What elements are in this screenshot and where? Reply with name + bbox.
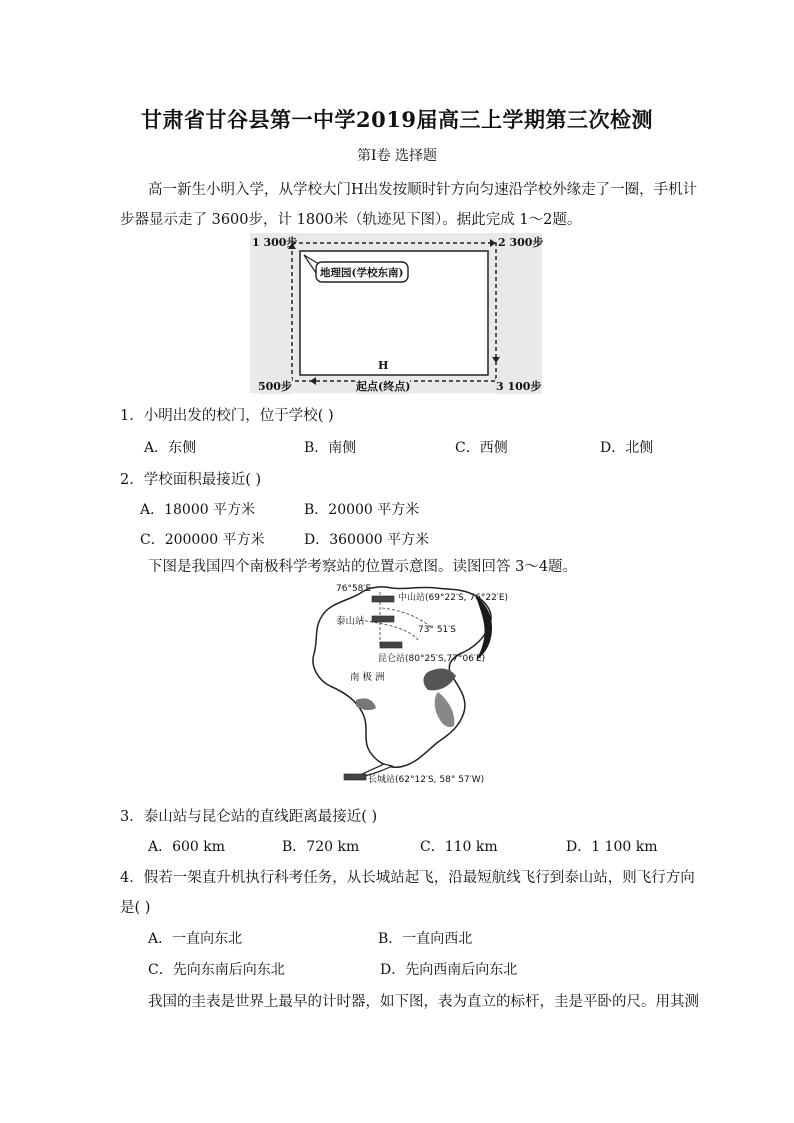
track-diagram xyxy=(250,233,542,393)
intro-line-2: 步器显示走了 3600步，计 1800米（轨迹见下图）。据此完成 1～2题。 xyxy=(120,212,582,228)
zhongshan-label: 中山站(69°22′S, 76°22′E) xyxy=(398,593,509,603)
zhongshan-station-icon xyxy=(372,596,394,602)
question-2-stem: 2．学校面积最接近( ) xyxy=(120,472,262,488)
q1-option-d: D．北侧 xyxy=(600,440,654,456)
longitude-label: 76°58′E xyxy=(336,584,372,594)
label-2300-steps: 2 300步 xyxy=(498,236,544,249)
question-4-stem-line-1: 4．假若一架直升机执行科考任务，从长城站起飞，沿最短航线飞行到泰山站，则飞行方向 xyxy=(120,870,695,886)
continent-label: 南 极 洲 xyxy=(350,672,385,683)
arrow-west-icon xyxy=(310,377,316,385)
label-3100-steps: 3 100步 xyxy=(496,380,542,393)
q2-option-d: D．360000 平方米 xyxy=(304,532,430,548)
label-500-steps: 500步 xyxy=(258,380,292,393)
q3-option-b: B．720 km xyxy=(282,839,360,855)
kunlun-label: 昆仑站(80°25′S,77°06′E) xyxy=(378,654,486,664)
q1-option-b: B．南侧 xyxy=(304,440,357,456)
antarctica-map-svg xyxy=(300,580,530,790)
q4-option-d: D．先向西南后向东北 xyxy=(380,962,518,978)
gate-label: H xyxy=(378,359,389,372)
intro-antarctic: 下图是我国四个南极科学考察站的位置示意图。读图回答 3～4题。 xyxy=(148,559,578,575)
figure-school-track xyxy=(250,233,542,393)
intro-line-1: 高一新生小明入学，从学校大门H出发按顺时针方向匀速沿学校外缘走了一圈，手机计 xyxy=(148,182,698,198)
changcheng-label: 长城站(62°12′S, 58° 57′W) xyxy=(368,775,485,785)
q2-option-a: A．18000 平方米 xyxy=(140,502,256,518)
kunlun-station-icon xyxy=(380,642,402,648)
section-heading: 第Ⅰ卷 选择题 xyxy=(357,148,437,164)
label-start-end: 起点(终点) xyxy=(356,380,411,393)
arrow-south-icon xyxy=(492,357,500,363)
q1-option-a: A．东侧 xyxy=(144,440,197,456)
page-title: 甘肃省甘谷县第一中学2019届高三上学期第三次检测 xyxy=(141,107,653,132)
q2-option-b: B．20000 平方米 xyxy=(304,502,420,518)
question-3-stem: 3．泰山站与昆仑站的直线距离最接近( ) xyxy=(120,809,378,825)
taishan-station-icon xyxy=(372,616,394,622)
arrow-east-icon xyxy=(490,239,496,247)
q3-option-c: C．110 km xyxy=(420,839,498,855)
latitude-label: 73° 51′S xyxy=(418,625,457,635)
question-1-stem: 1．小明出发的校门，位于学校( ) xyxy=(120,408,334,424)
callout-text: 地理园(学校东南) xyxy=(320,267,404,279)
figure-antarctica-map xyxy=(300,580,530,790)
changcheng-station-icon xyxy=(344,774,366,780)
intro-gnomon: 我国的圭表是世界上最早的计时器，如下图，表为直立的标杆，圭是平卧的尺。用其测 xyxy=(148,994,699,1010)
taishan-label: 泰山站 xyxy=(336,616,365,627)
q4-option-c: C．先向东南后向东北 xyxy=(148,962,285,978)
question-4-stem-line-2: 是( ) xyxy=(120,900,151,916)
q3-option-a: A．600 km xyxy=(148,839,226,855)
q3-option-d: D．1 100 km xyxy=(566,839,658,855)
q2-option-c: C．200000 平方米 xyxy=(140,532,265,548)
q4-option-a: A．一直向东北 xyxy=(148,931,243,947)
q4-option-b: B．一直向西北 xyxy=(378,931,473,947)
label-1300-steps: 1 300步 xyxy=(252,236,298,249)
q1-option-c: C．西侧 xyxy=(455,440,508,456)
